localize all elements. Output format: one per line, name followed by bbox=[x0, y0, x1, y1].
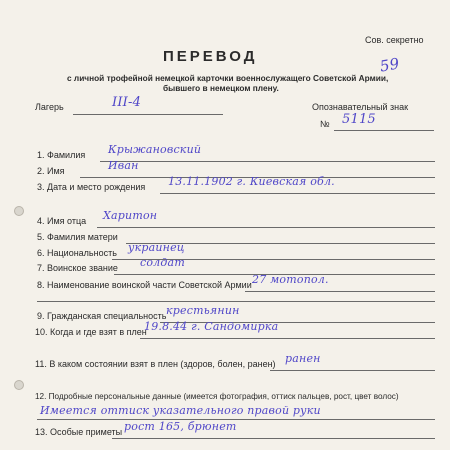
field-surname-value: Крыжановский bbox=[108, 143, 202, 156]
field-mother-value bbox=[140, 226, 151, 237]
field-personal-data-label: 12. Подробные персональные данные (имеется фотография, оттиск пальцев, рост, цвет волос) bbox=[35, 392, 399, 401]
camp-value: III-4 bbox=[112, 95, 142, 110]
ident-label: Опознавательный знак bbox=[312, 102, 409, 112]
field-captured-line bbox=[140, 338, 435, 339]
ident-value: 5115 bbox=[342, 112, 376, 127]
punch-hole-bottom bbox=[14, 380, 24, 390]
field-unit-line bbox=[245, 291, 435, 292]
field-captured-value: 19.8.44 г. Сандомирка bbox=[144, 320, 279, 333]
field-profession-value: крестьянин bbox=[166, 304, 240, 317]
field-birth-label: 3. Дата и место рождения bbox=[37, 182, 146, 192]
field-condition-value: ранен bbox=[285, 352, 321, 365]
field-surname-label: 1. Фамилия bbox=[37, 150, 86, 160]
field-mother-label: 5. Фамилия матери bbox=[37, 232, 118, 242]
field-rank-value: солдат bbox=[140, 256, 185, 269]
classification-stamp: Сов. секретно bbox=[365, 35, 424, 45]
page-number-handwritten: 59 bbox=[378, 54, 401, 76]
field-name-label: 2. Имя bbox=[37, 166, 65, 176]
field-marks-value: рост 165, брюнет bbox=[124, 420, 237, 433]
field-nationality-label: 6. Национальность bbox=[37, 248, 117, 258]
field-father-value: Харитон bbox=[103, 209, 158, 222]
field-captured-label: 10. Когда и где взят в плен bbox=[35, 327, 147, 337]
field-rank-label: 7. Воинское звание bbox=[37, 263, 118, 273]
field-profession-label: 9. Гражданская специальность bbox=[37, 311, 167, 321]
camp-label: Лагерь bbox=[35, 102, 64, 112]
field-unit-value: 27 мотопол. bbox=[252, 273, 329, 286]
ident-no-label: № bbox=[320, 119, 330, 129]
field-surname-line bbox=[100, 161, 435, 162]
field-unit-label: 8. Наименование воинской части Советской Армии bbox=[37, 280, 252, 290]
punch-hole-top bbox=[14, 206, 24, 216]
subtitle-line-2: бывшего в немецком плену. bbox=[163, 83, 279, 93]
field-nationality-value: украинец bbox=[128, 241, 185, 254]
field-personal-data-value: Имеется оттиск указательного правой руки bbox=[40, 404, 321, 417]
field-name-value: Иван bbox=[108, 159, 139, 172]
field-condition-label: 11. В каком состоянии взят в плен (здоров, болен, ранен) bbox=[35, 359, 276, 369]
field-condition-line bbox=[270, 370, 435, 371]
field-marks-label: 13. Особые приметы bbox=[35, 427, 123, 437]
field-birth-line bbox=[160, 193, 435, 194]
subtitle-line-1: с личной трофейной немецкой карточки военнослужащего Советской Армии, bbox=[67, 73, 389, 83]
field-marks-line bbox=[112, 438, 435, 439]
ident-line bbox=[334, 130, 434, 131]
document-title: ПЕРЕВОД bbox=[163, 48, 258, 65]
field-birth-value: 13.11.1902 г. Киевская обл. bbox=[168, 175, 335, 188]
spacer-line bbox=[37, 301, 435, 302]
field-father-label: 4. Имя отца bbox=[37, 216, 87, 226]
camp-line bbox=[73, 114, 223, 115]
